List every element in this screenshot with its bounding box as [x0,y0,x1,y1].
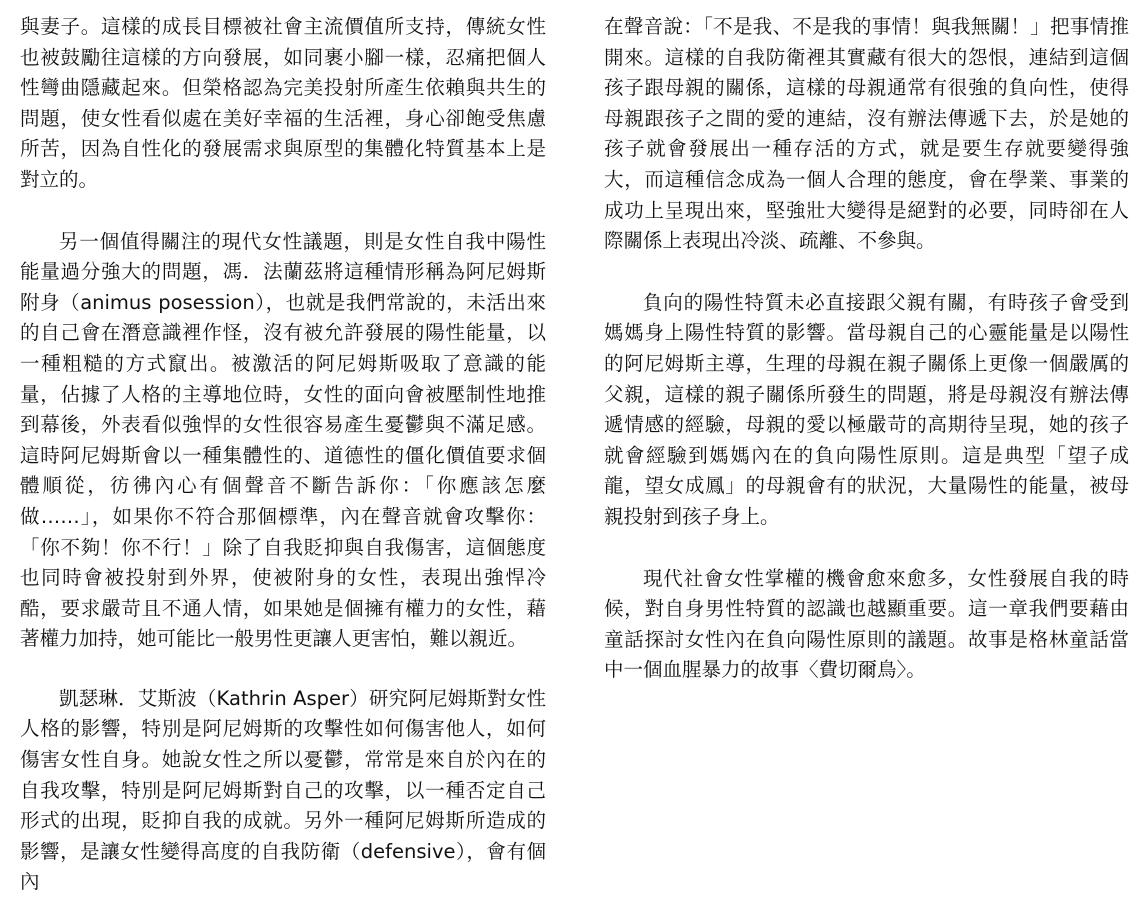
paragraph: 在聲音說：「不是我、不是我的事情！與我無關！」把事情推開來。這樣的自我防衛裡其實藏有很大的怨恨，連結到這個孩子跟母親的關係，這樣的母親通常有很強的負向性，使得母親跟孩子之間的愛的連結，沒有辦法傳遞下去，於是她的孩子就會發展出一種存活的方式，就是要生存就要變得強大，而這種信念成為一個人合理的態度，會在學業、事業的成功上呈現出來，堅強壯大變得是絕對的必要，同時卻在人際關係上表現出冷淡、疏離、不參與。 [604,15,1129,253]
paragraph: 凱瑟琳．艾斯波（Kathrin Asper）研究阿尼姆斯對女性人格的影響，特別是阿尼姆斯的攻擊性如何傷害他人，如何傷害女性自身。她說女性之所以憂鬱，常常是來自於內在的自我攻擊，特別是阿尼姆斯對自己的攻擊，以一種否定自己形式的出現，貶抑自我的成就。另外一種阿尼姆斯所造成的影響，是讓女性變得高度的自我防衛（defensive），會有個內 [20,686,546,894]
right-column [604,0,1129,686]
paragraph: 現代社會女性掌權的機會愈來愈多，女性發展自我的時候，對自身男性特質的認識也越顯重要。這一章我們要藉由童話探討女性內在負向陽性原則的議題。故事是格林童話當中一個血腥暴力的故事〈費切爾鳥〉。 [604,566,1129,682]
paragraph: 另一個值得關注的現代女性議題，則是女性自我中陽性能量過分強大的問題，馮．法蘭茲將這種情形稱為阿尼姆斯附身（animus posession），也就是我們常說的，未活出來的自己會在潛意識裡作怪，沒有被允許發展的陽性能量，以一種粗糙的方式竄出。被激活的阿尼姆斯吸取了意識的能量，佔據了人格的主導地位時，女性的面向會被壓制性地推到幕後，外表看似強悍的女性很容易產生憂鬱與不滿足感。這時阿尼姆斯會以一種集體性的、道德性的僵化價值要求個體順從，彷彿內心有個聲音不斷告訴你：「你應該怎麼做……」，如果你不符合那個標準，內在聲音就會攻擊你：「你不夠！你不行！」除了自我貶抑與自我傷害，這個態度也同時會被投射到外界，使被附身的女性，表現出強悍冷酷，要求嚴苛且不通人情，如果她是個擁有權力的女性，藉著權力加持，她可能比一般男性更讓人更害怕，難以親近。 [20,229,546,651]
left-column [20,0,546,898]
paragraph: 與妻子。這樣的成長目標被社會主流價值所支持，傳統女性也被鼓勵往這樣的方向發展，如同裹小腳一樣，忍痛把個人性彎曲隱藏起來。但榮格認為完美投射所產生依賴與共生的問題，使女性看似處在美好幸福的生活裡，身心卻飽受焦慮所苦，因為自性化的發展需求與原型的集體化特質基本上是對立的。 [20,15,546,191]
paragraph: 負向的陽性特質未必直接跟父親有關，有時孩子會受到媽媽身上陽性特質的影響。當母親自己的心靈能量是以陽性的阿尼姆斯主導，生理的母親在親子關係上更像一個嚴厲的父親，這樣的親子關係所發生的問題，將是母親沒有辦法傳遞情感的經驗，母親的愛以極嚴苛的高期待呈現，她的孩子就會經驗到媽媽內在的負向陽性原則。這是典型「望子成龍，望女成鳳」的母親會有的狀況，大量陽性的能量，被母親投射到孩子身上。 [604,290,1129,528]
